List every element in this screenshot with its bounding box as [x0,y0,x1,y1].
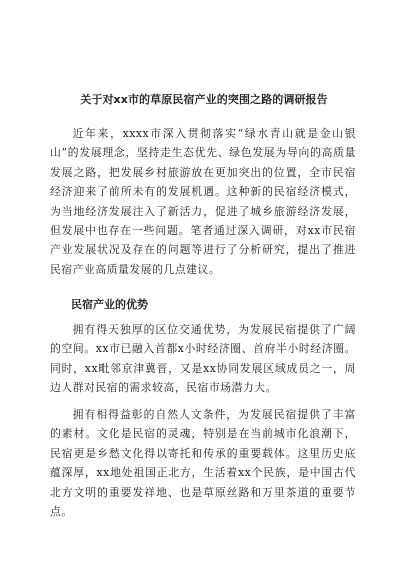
culture-advantage-paragraph: 拥有相得益彰的自然人文条件，为发展民宿提供了丰富的素材。文化是民宿的灵魂，特别是在当前城市化浪潮下，民宿更是乡愁文化得以寄托和传承的重要载体。这里历史底蕴深厚，xx地处祖国正北方，生活着xx个民族，是中国古代北方文明的重要发祥地、也是草原丝路和万里茶道的重要节点。 [50,408,356,519]
location-advantage-paragraph: 拥有得天独厚的区位交通优势，为发展民宿提供了广阔的空间。xx市已融入首都x小时经济圈、首府半小时经济圈。同时，xx毗邻京津冀晋，又是xx协同发展区域成员之一，周边人群对民宿的需求较高，民宿市场潜力大。 [50,323,356,395]
document-title: 关于对xx市的草原民宿产业的突围之路的调研报告 [80,93,328,107]
section-heading: 民宿产业的优势 [71,298,148,311]
intro-paragraph: 近年来，xxxx市深入贯彻落实“绿水青山就是金山银山”的发展理念，坚持走生态优先、绿色发展为导向的高质量发展之路，把发展乡村旅游放在更加突出的位置，全市民宿经济迎来了前所未有的发展机遇。这种新的民宿经济模式，为当地经济发展注入了新活力，促进了城乡旅游经济发展，但发展中也存在一些问题。笔者通过深入调研，对xx市民宿产业发展状况及存在的问题等进行了分析研究，提出了推进民宿产业高质量发展的几点建议。 [50,127,356,276]
